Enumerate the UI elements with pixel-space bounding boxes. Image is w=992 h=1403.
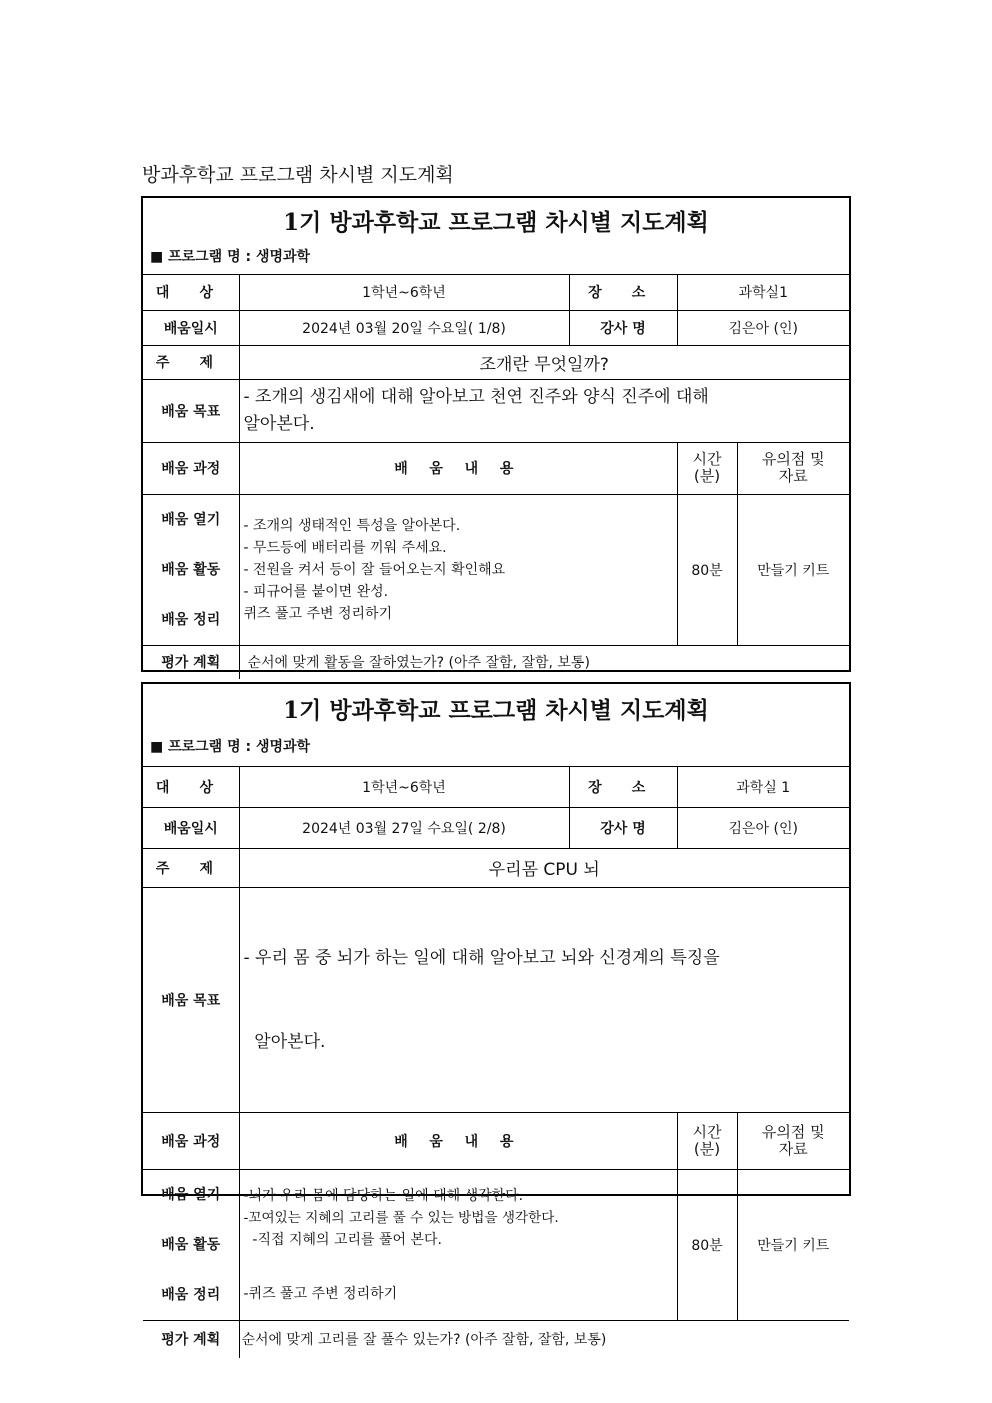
goal-line: - 우리 몸 중 뇌가 하는 일에 대해 알아보고 뇌와 신경계의 특징을 — [243, 947, 720, 968]
time-header: 시간 (분) — [677, 1112, 737, 1169]
evaluation-label: 평가 계획 — [143, 645, 239, 679]
plan-table — [143, 767, 849, 1358]
time-header: 시간 (분) — [677, 442, 737, 494]
plan-header — [143, 684, 849, 767]
stage-activity: 배움 활동 — [161, 1236, 221, 1253]
content-header: 배 움 내 용 — [239, 442, 677, 494]
stages-cell — [143, 494, 239, 645]
plan-table — [143, 275, 849, 679]
content-line: -직접 지혜의 고리를 풀어 본다. — [243, 1231, 442, 1248]
goal-line: - 조개의 생김새에 대해 알아보고 천연 진주와 양식 진주에 대해 — [243, 386, 709, 407]
materials-value: 만들기 키트 — [737, 1169, 849, 1320]
teacher-value: 김은아 (인) — [677, 807, 849, 848]
target-label: 대 상 — [143, 275, 239, 310]
stage-close: 배움 정리 — [161, 1286, 221, 1303]
stage-close: 배움 정리 — [161, 611, 221, 628]
goal-value — [239, 379, 849, 442]
teacher-label: 강사 명 — [569, 807, 677, 848]
evaluation-value: 순서에 맞게 고리를 잘 풀수 있는가? (아주 잘함, 잘함, 보통) — [239, 1320, 849, 1358]
lesson-plan-1 — [141, 196, 851, 672]
time-value: 80분 — [677, 1169, 737, 1320]
stage-open: 배움 열기 — [161, 511, 221, 528]
date-value: 2024년 03월 20일 수요일( 1/8) — [239, 310, 569, 345]
process-label: 배움 과정 — [143, 1112, 239, 1169]
goal-label: 배움 목표 — [143, 887, 239, 1112]
content-line: -퀴즈 풀고 주변 정리하기 — [243, 1285, 398, 1302]
program-name: ■ 프로그램 명 : 생명과학 — [150, 739, 311, 755]
date-label: 배움일시 — [143, 310, 239, 345]
plan-title: 1기 방과후학교 프로그램 차시별 지도계획 — [283, 209, 709, 236]
process-label: 배움 과정 — [143, 442, 239, 494]
goal-value — [239, 887, 849, 1112]
stage-open: 배움 열기 — [161, 1186, 221, 1203]
time-value: 80분 — [677, 494, 737, 645]
content-line: -뇌가 우리 몸에 담당하는 일에 대해 생각한다. — [243, 1187, 524, 1204]
document-title: 방과후학교 프로그램 차시별 지도계획 — [142, 164, 454, 186]
stages-cell — [143, 1169, 239, 1320]
goal-line: 알아본다. — [243, 1031, 326, 1052]
target-value: 1학년~6학년 — [239, 767, 569, 807]
target-value: 1학년~6학년 — [239, 275, 569, 310]
topic-value: 조개란 무엇일까? — [239, 345, 849, 379]
topic-label: 주 제 — [143, 848, 239, 887]
place-label: 장 소 — [569, 275, 677, 310]
goal-line: 알아본다. — [243, 413, 315, 434]
materials-value: 만들기 키트 — [737, 494, 849, 645]
content-line: 퀴즈 풀고 주변 정리하기 — [243, 605, 393, 622]
content-line: - 전원을 켜서 등이 잘 들어오는지 확인해요 — [243, 561, 506, 578]
content-line — [244, 1251, 673, 1273]
content-line: -꼬여있는 지혜의 고리를 풀 수 있는 방법을 생각한다. — [243, 1209, 559, 1226]
topic-value: 우리몸 CPU 뇌 — [239, 848, 849, 887]
program-name: ■ 프로그램 명 : 생명과학 — [150, 249, 311, 265]
notes-header: 유의점 및 자료 — [737, 442, 849, 494]
evaluation-label: 평가 계획 — [143, 1320, 239, 1358]
topic-label: 주 제 — [143, 345, 239, 379]
notes-header: 유의점 및 자료 — [737, 1112, 849, 1169]
content-cell — [239, 494, 677, 645]
plan-header — [143, 198, 849, 275]
content-line: - 무드등에 배터리를 끼워 주세요. — [243, 539, 447, 556]
content-line: - 조개의 생태적인 특성을 알아본다. — [243, 517, 461, 534]
teacher-label: 강사 명 — [569, 310, 677, 345]
content-header: 배 움 내 용 — [239, 1112, 677, 1169]
stage-activity: 배움 활동 — [161, 561, 221, 578]
plan-title: 1기 방과후학교 프로그램 차시별 지도계획 — [283, 697, 709, 724]
content-line: - 피규어를 붙이면 완성. — [243, 583, 389, 600]
teacher-value: 김은아 (인) — [677, 310, 849, 345]
date-value: 2024년 03월 27일 수요일( 2/8) — [239, 807, 569, 848]
place-label: 장 소 — [569, 767, 677, 807]
goal-label: 배움 목표 — [143, 379, 239, 442]
place-value: 과학실 1 — [677, 767, 849, 807]
lesson-plan-2 — [141, 682, 851, 1349]
evaluation-value: 순서에 맞게 활동을 잘하였는가? (아주 잘함, 잘함, 보통) — [239, 645, 849, 679]
target-label: 대 상 — [143, 767, 239, 807]
place-value: 과학실1 — [677, 275, 849, 310]
date-label: 배움일시 — [143, 807, 239, 848]
content-cell — [239, 1169, 677, 1320]
